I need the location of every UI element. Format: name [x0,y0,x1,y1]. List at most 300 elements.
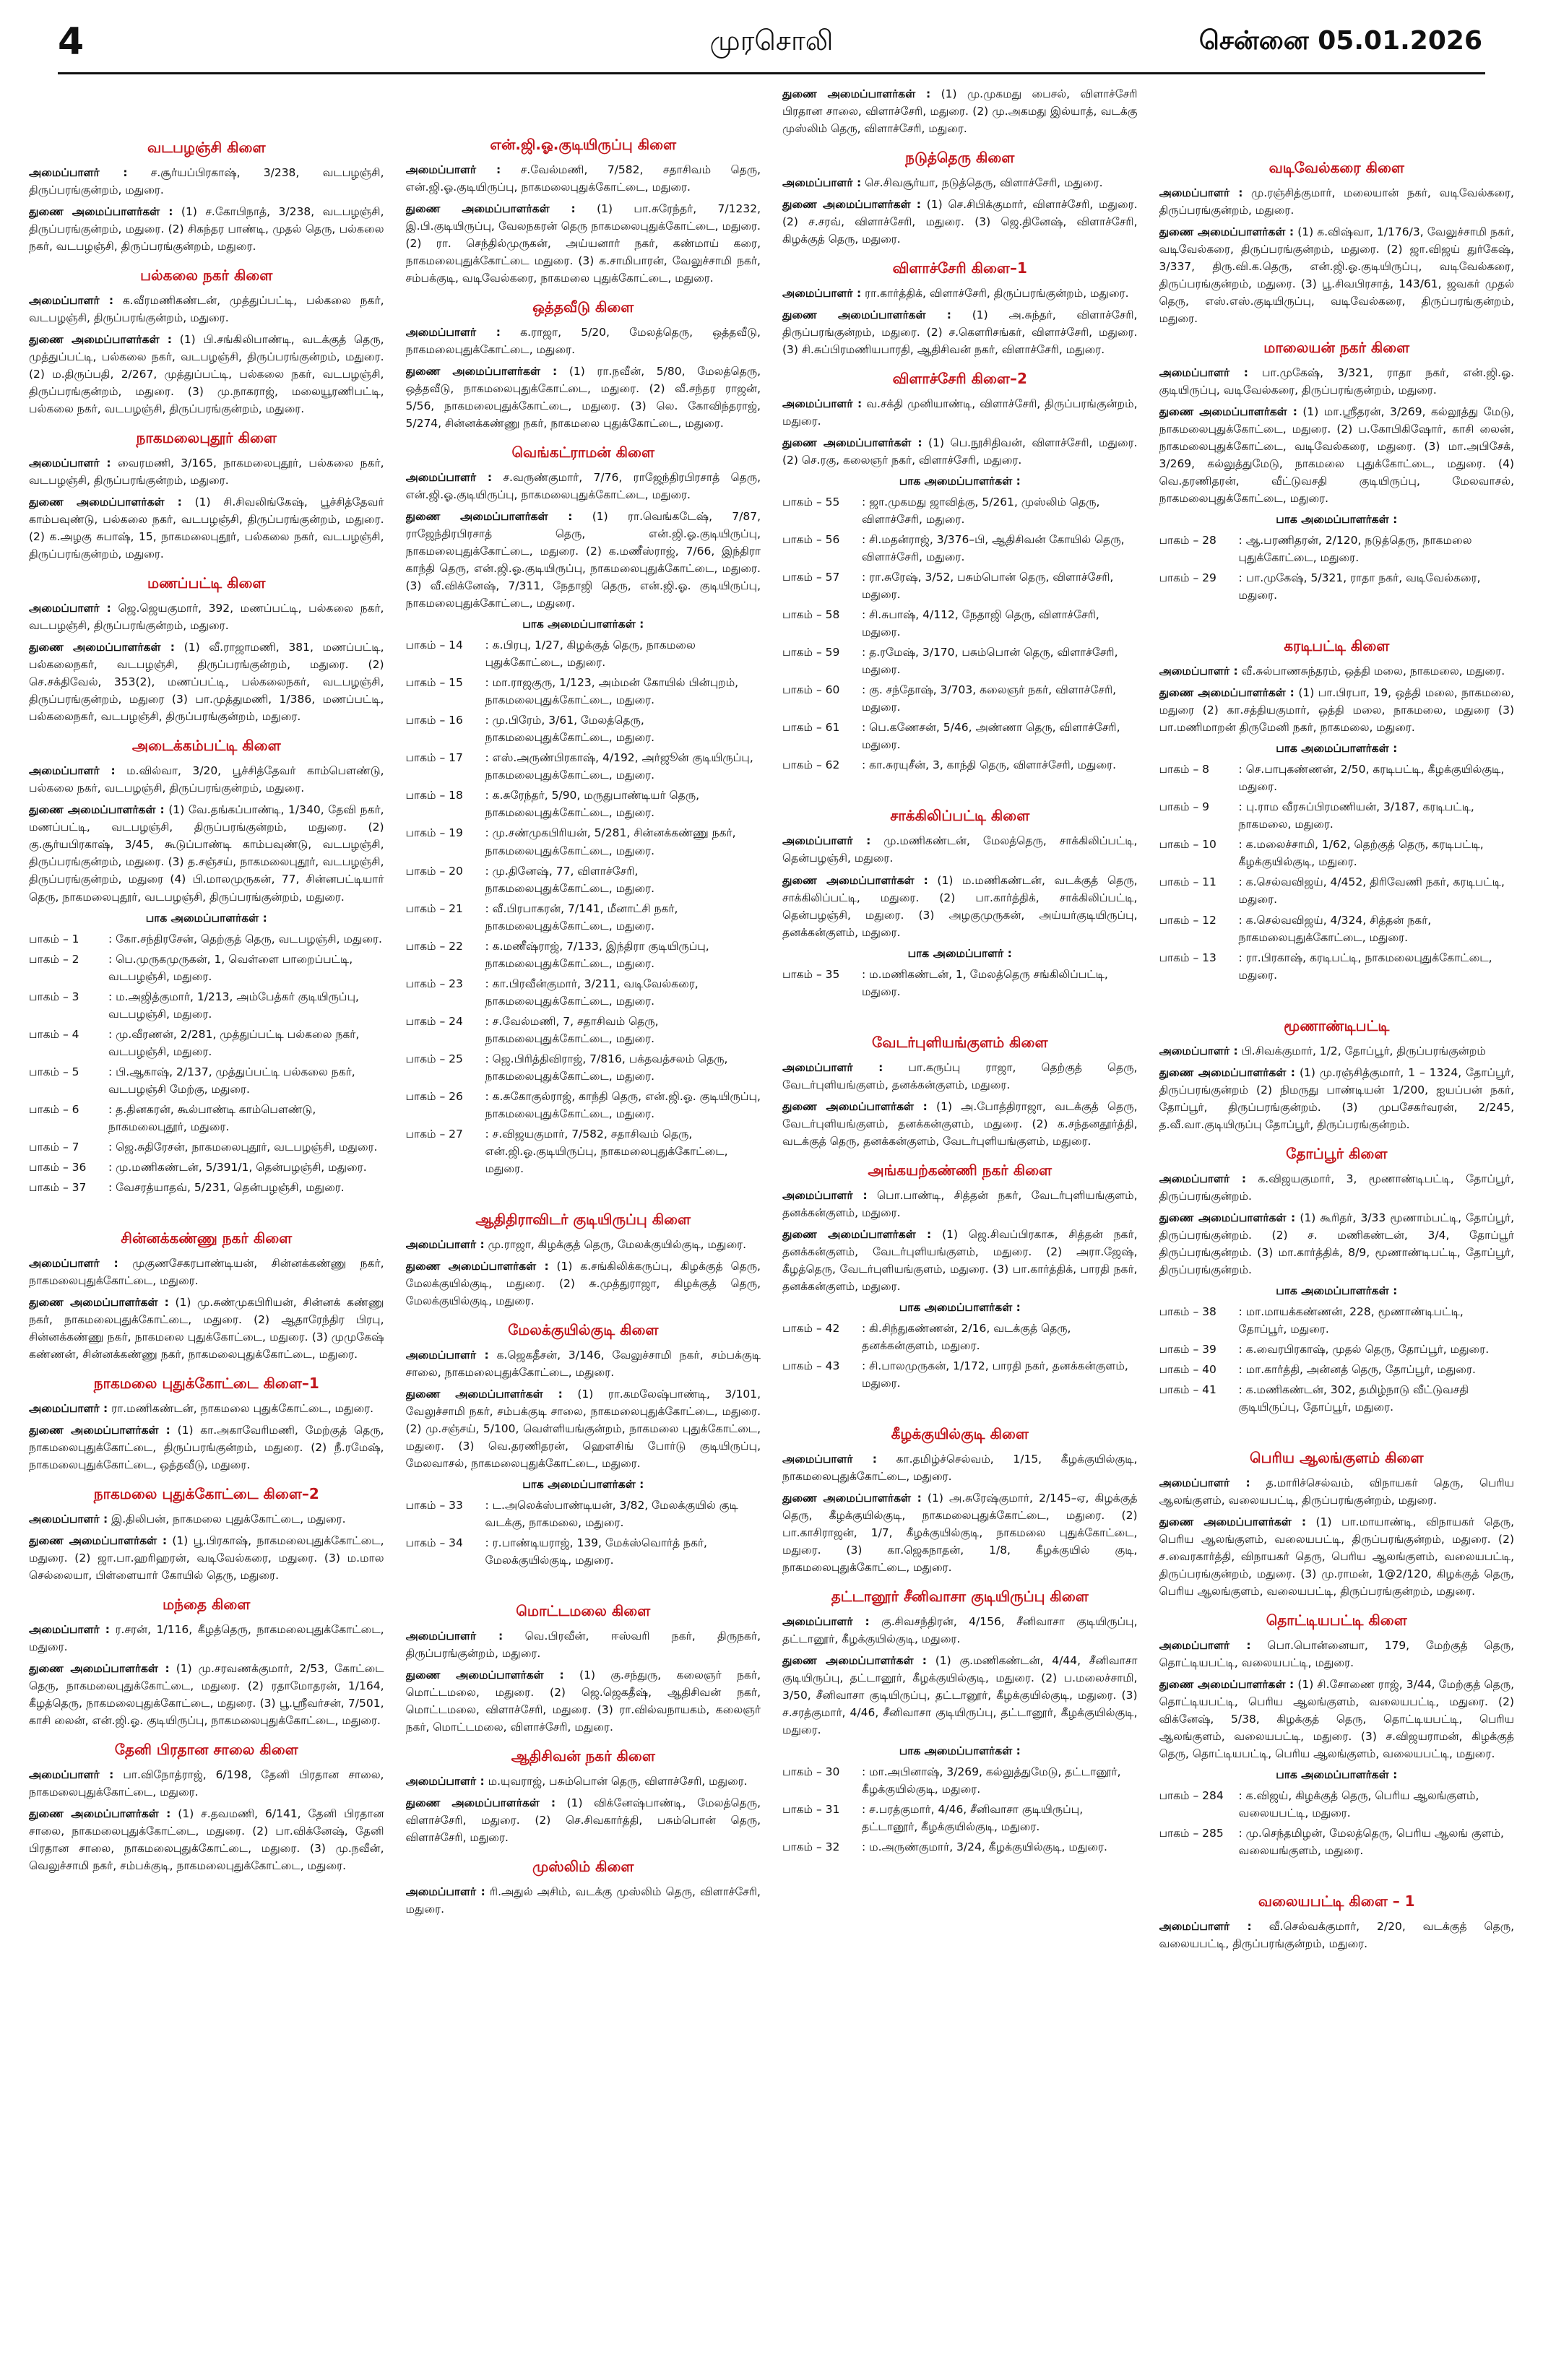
member-paragraph [1159,1918,1515,1952]
booth-organiser: : ச.வேல்மணி, 7, சதாசிவம் தெரு, நாகமலைபுதுக்கோட்டை, மதுரை. [485,1014,659,1045]
booth-organiser: : கோ.சந்திரசேன், தெற்குத் தெரு, வடபழஞ்சி, மதுரை. [108,932,382,945]
booth-row [782,1763,1138,1798]
role-label: துணை அமைப்பாளர்கள் : [782,1491,922,1505]
role-label: அமைப்பாளர் : [1159,665,1238,678]
member-details: பொ.பொன்னையா, 179, மேற்குத் தெரு, தொட்டியபட்டி, வலையபட்டி, மதுரை. [1159,1638,1514,1669]
member-details: க.ராஜா, 5/20, மேலத்தெரு, ஒத்தவீடு, நாகமலைபுதுக்கோட்டை, மதுரை. [405,326,761,357]
member-details: (1) செ.சிபிக்குமார், விளாச்சேரி, மதுரை. (2) ச.சரவ், விளாச்சேரி, மதுரை. (3) ஜெ.தினேஷ், விளாச்சேரி, கிழக்குத் தெரு, மதுரை. [782,198,1138,246]
booth-organisers-heading: பாக அமைப்பாளர்கள் : [899,1300,1021,1314]
booth-organisers-heading: பாக அமைப்பாளர்கள் : [522,618,644,631]
role-label: துணை அமைப்பாளர்கள் : [405,510,573,524]
member-paragraph [406,1666,761,1736]
booth-number: பாகம் – 60 [782,683,840,697]
booth-row [406,900,761,935]
booth-organiser: : ஜா.முகமது ஜாவித்கு, 5/261, முஸ்லிம் தெரு, விளாச்சேரி, மதுரை. [862,496,1100,527]
branch-heading: மொட்டமலை கிளை [516,1602,651,1620]
member-paragraph [782,832,1138,867]
booth-organisers-heading: பாக அமைப்பாளர்கள் : [899,1744,1021,1758]
booth-organiser: : த.தினகரன், கூல்பாண்டி காம்பௌண்டு, நாகமலைபுதூர், மதுரை. [108,1102,316,1133]
booth-organiser: : மா.ராஜகுரு, 1/123, அம்மன் கோயில் பின்புறம், நாகமலைபுதுக்கோட்டை, மதுரை. [485,676,739,707]
role-label: அமைப்பாளர் : [1159,366,1248,380]
branch-section [29,1596,384,1729]
booth-number: பாகம் – 21 [405,901,463,915]
branch-section [782,1588,1138,1856]
role-label: அமைப்பாளர் : [782,1188,868,1202]
booth-organiser: : ச.விஜயகுமார், 7/582, சதாசிவம் தெரு, என்.ஜி.ஓ.குடியிருப்பு, நாகமலைபுதுக்கோட்டை, மதுரை. [485,1127,728,1175]
member-paragraph [782,174,1138,191]
booth-organiser: : பி.ஆகாஷ், 2/137, முத்துப்பட்டி பல்கலை நகர், வடபழஞ்சி மேற்கு, மதுரை. [108,1065,355,1096]
role-label: துணை அமைப்பாளர்கள் : [782,1653,927,1667]
branch-heading: கரடிபட்டி கிளை [1284,637,1390,655]
booth-number: பாகம் – 57 [782,571,840,584]
member-paragraph [406,200,761,287]
header-rule [58,72,1485,74]
branch-section [782,149,1138,248]
booth-organiser: : க.சுகோகுல்ராஜ், காந்தி தெரு, என்.ஜி.ஓ. குடியிருப்பு, நாகமலைபுதுக்கோட்டை, மதுரை. [485,1089,761,1120]
role-label: அமைப்பாளர் : [1159,186,1243,199]
booth-row [782,1320,1138,1354]
booth-row [406,787,761,821]
branch-section [29,1229,384,1363]
branch-section [406,136,761,287]
branch-section [1159,1892,1515,1952]
booth-row [406,1050,761,1085]
booth-organisers-heading: பாக அமைப்பாளர் : [907,946,1012,960]
member-details: ஜெ.ஜெயகுமார், 392, மணப்பட்டி, பல்கலை நகர், வடபழஞ்சி, திருப்பரங்குன்றம், மதுரை. [29,602,384,633]
booth-organiser: : ம.அருண்குமார், 3/24, கீழக்குயில்குடி, மதுரை. [862,1840,1107,1854]
member-details: (1) வீ.ராஜாமணி, 381, மணப்பட்டி, பல்கலைநகர், வடபழஞ்சி, திருப்பரங்குன்றம், மதுரை. (2) செ.சக்திவேல், 353(2), மணப்பட்டி, பல்கலைநகர், வடபழஞ்சி, திருப்பரங்குன்றம், மதுரை (3) பா.முத்துமணி, 1/386, மணப்பட்டி, பல்கலைநகர், வடபழஞ்சி, திருப்பரங்குன்றம், மதுரை. [29,641,384,724]
member-details: (1) அ.சுரேஷ்குமார், 2/145–ஏ, கிழக்குத் தெரு, கீழக்குயில்குடி, நாகமலைபுதுக்கோட்டை, மதுரை. (2) பா.காசிராஜன், 1/7, கீழக்குயில்குடி, நாகமலை புதுக்கோட்டை, மதுரை. (3) கா.ஜெகநாதன், 1/8, கீழக்குயில் குடி, நாகமலைபுதுக்கோட்டை, மதுரை. [782,1491,1138,1574]
role-label: அமைப்பாளர் : [405,1348,489,1362]
branch-heading: மாலையன் நகர் கிளை [1263,339,1410,357]
role-label: அமைப்பாளர் : [405,1630,503,1643]
branch-heading: தொட்டியபட்டி கிளை [1266,1611,1407,1629]
branch-section [29,429,384,563]
member-details: ச.வருண்குமார், 7/76, ராஜேந்திரபிரசாத் தெரு, என்.ஜி.ஓ.குடியிருப்பு, நாகமலைபுதுக்கோட்டை, மதுரை. [405,471,761,502]
branch-section [29,139,384,255]
member-details: (1) பா.பிரபா, 19, ஒத்தி மலை, நாகமலை, மதுரை (2) கா.சத்தியகுமார், ஒத்தி மலை, நாகமலை, மதுரை (3) பா.மணிமாறன் திருமேனி நகர், நாகமலை, மதுரை. [1159,686,1514,735]
role-label: அமைப்பாளர் : [29,764,116,778]
booth-number: பாகம் – 36 [29,1160,87,1174]
booth-row [406,1534,761,1569]
role-label: துணை அமைப்பாளர்கள் : [29,496,182,509]
member-details: (1) அ.சுந்தர், விளாச்சேரி, திருப்பரங்குன்றம், மதுரை. (2) ச.கௌரிசங்கர், விளாச்சேரி, மதுரை. (3) சி.சுப்பிரமணியபாரதி, ஆதிசிவன் நகர், விளாச்சேரி, மதுரை. [782,308,1138,357]
role-label: அமைப்பாளர் : [782,397,863,411]
member-details: (1) பெ.நூசிதிவன், விளாச்சேரி, மதுரை. (2) செ.ரகு, கலைஞர் நகர், விளாச்சேரி, மதுரை. [782,436,1138,467]
member-details: (1) மு.ரஞ்சித்குமார், 1 – 1324, தோப்பூர், திருப்பரங்குன்றம் (2) நிமருது பாண்டியன் 1/200, ஐயப்பன் நகர், தோப்பூர், திருப்பரங்குன்றம். (3) முபசேகர்வரன், 2/245, த.வீ.வா.குடியிருப்பு தோப்பூர், திருப்பரங்குன்றம். [1159,1065,1514,1131]
booth-row [782,1801,1138,1835]
branch-heading: சின்னக்கண்ணு நகர் கிளை [121,1229,293,1247]
branch-heading: விளாச்சேரி கிளை–1 [892,259,1027,277]
member-details: வெ.பிரவீன், ஈஸ்வரி நகர், திருநகர், திருப்பரங்குன்றம், மதுரை. [405,1630,761,1661]
booth-number: பாகம் – 27 [405,1127,463,1141]
member-details: (1) ஜெ.சிவப்பிரகாசு, சித்தன் நகர், தனக்கன்குளம், வேடர்புளியங்குளம், மதுரை. (2) அரா.ஜேஷ், கீழத்தெரு, வேடர்புளியங்குளம், மதுரை. (3) பா.கார்த்திக், பாரதி நகர், தனக்கன்குளம், மதுரை. [782,1227,1138,1293]
booth-organiser: : மா.மாயக்கண்ணன், 228, மூணாண்டிபட்டி, தோப்பூர், மதுரை. [1238,1304,1464,1336]
branch-section [782,1425,1138,1576]
booth-organiser: : கி.சிந்துகண்ணன், 2/16, வடக்குத் தெரு, தனக்கன்குளம், மதுரை. [862,1321,1071,1352]
member-details: கா.தமிழ்ச்செல்வம், 1/15, கீழக்குயில்குடி, நாகமலைபுதுக்கோட்டை, மதுரை. [782,1452,1138,1483]
member-paragraph [29,1510,384,1528]
role-label: துணை அமைப்பாளர்கள் : [782,436,922,450]
booth-organiser: : வேசரத்யாதவ், 5/231, தென்பழஞ்சி, மதுரை. [108,1180,345,1194]
booth-row [29,1063,384,1098]
booth-organiser: : பெ.முருகமுருகன், 1, வெள்ளை பாறைப்பட்டி, வடபழஞ்சி, மதுரை. [108,952,353,983]
member-paragraph [406,1883,761,1918]
branch-section [782,370,1138,774]
role-label: அமைப்பாளர் : [29,1622,110,1636]
role-label: துணை அமைப்பாளர்கள் : [405,202,576,216]
member-details: (1) சி.சிவலிங்கேஷ், பூச்சித்தேவர் காம்பவுண்டு, பல்கலை நகர், வடபழஞ்சி, திருப்பரங்குன்றம், மதுரை. (2) க.அழகு சுபாஷ், 15, நாகமலைபுதூர், பல்கலை நகர், வடபழஞ்சி, திருப்பரங்குன்றம், மதுரை. [29,496,384,561]
member-paragraph [782,395,1138,430]
member-details: பா.முகேஷ், 3/321, ராதா நகர், என்.ஜி.ஓ. குடியிருப்பு, வடிவேல்கரை, திருப்பரங்குன்றம், மதுரை. [1159,366,1514,397]
role-label: துணை அமைப்பாளர்கள் : [29,205,173,219]
member-paragraph [782,306,1138,358]
booth-number: பாகம் – 39 [1159,1342,1216,1356]
booth-number: பாகம் – 61 [782,721,840,735]
member-details: பொ.பாண்டி, சித்தன் நகர், வேடர்புளியங்குளம், தனக்கன்குளம், மதுரை. [782,1188,1138,1219]
role-label: அமைப்பாளர் : [29,166,128,179]
role-label: துணை அமைப்பாளர்கள் : [1159,1515,1307,1528]
column-2 [406,85,761,2371]
booth-row [782,606,1138,641]
booth-row [782,756,1138,774]
booth-organiser: : க.மணிகண்டன், 302, தமிழ்நாடு வீட்டுவசதி குடியிருப்பு, தோப்பூர், மதுரை. [1238,1382,1469,1414]
member-paragraph [782,1098,1138,1150]
booth-number: பாகம் – 3 [29,990,79,1003]
member-paragraph [1159,184,1515,219]
booth-organiser: : ம.மணிகண்டன், 1, மேலத்தெரு சங்கிலிப்பட்டி, மதுரை. [862,967,1108,998]
booth-organiser: : க.வைரபிரகாஷ், முதல் தெரு, தோப்பூர், மதுரை. [1238,1342,1490,1356]
booth-organiser: : ரா.சுரேஷ், 3/52, பசும்பொன் தெரு, விளாச்சேரி, மதுரை. [862,571,1114,602]
member-paragraph [406,1346,761,1381]
member-details: (1) பி.சங்கிலிபாண்டி, வடக்குத் தெரு, முத்துப்பட்டி, பல்கலை நகர், வடபழஞ்சி, திருப்பரங்குன்றம், மதுரை. (2) ம.திருப்பதி, 2/267, முத்துப்பட்டி, பல்கலை நகர், வடபழஞ்சி, திருப்பரங்குன்றம், மதுரை. (3) மு.நாகராஜ், மலையூரணிபட்டி, பல்கலை நகர், வடபழஞ்சி, திருப்பரங்குன்றம், மதுரை. [29,333,384,416]
booth-organiser: : கா.பிரவீன்குமார், 3/211, வடிவேல்கரை, நாகமலைபுதுக்கோட்டை, மதுரை. [485,977,699,1008]
member-details: ச.சூர்யப்பிரகாஷ், 3/238, வடபழஞ்சி, திருப்பரங்குன்றம், மதுரை. [29,166,384,197]
member-details: (1) மு.சுண்முகபிரியன், சின்னக் கண்ணு நகர், நாகமலைபுதுக்கோட்டை, மதுரை. (2) ஆதாரேந்திர பிரபு, சின்னக்கண்ணு நகர், நாகமலை புதுக்கோட்டை, மதுரை. (3) முமுகேஷ் கண்ணன், சின்னக்கண்ணு நகர், நாகமலைபுதுக்கோட்டை, மதுரை. [29,1295,384,1361]
member-paragraph [782,196,1138,248]
booth-organiser: : ஜெ.பிரித்திவிராஜ், 7/816, பக்தவத்சலம் தெரு, நாகமலைபுதுக்கோட்டை, மதுரை. [485,1052,728,1083]
branch-section [406,443,761,1177]
branch-section [406,1858,761,1918]
member-details: (1) பூ.பிரகாஷ், நாகமலைபுதுக்கோட்டை, மதுரை. (2) ஜா.பா.ஹரிஹரன், வடிவேல்கரை, மதுரை. (3) ம.மால செல்லையா, பிள்ளையார் கோயில் தெரு, மதுரை. [29,1533,384,1582]
branch-heading: கீழக்குயில்குடி கிளை [891,1424,1029,1442]
booth-organiser: : மு.தினேஷ், 77, விளாச்சேரி, நாகமலைபுதுக்கோட்டை, மதுரை. [485,864,655,895]
booth-number: பாகம் – 35 [782,967,840,981]
branch-heading: அடைக்கம்பட்டி கிளை [131,737,281,755]
member-details: (1) க.விஷ்வா, 1/176/3, வேலுச்சாமி நகர், வடிவேல்கரை, திருப்பரங்குன்றம், மதுரை. (2) ஜா.விஜய் துர்கேஷ், 3/337, திரு.வி.க.தெரு, என்.ஜி.ஓ.குடியிருப்பு, வடிவேல்கரை, திருப்பரங்குன்றம், மதுரை. (3) பூ.சிவபிரசாத், 143/61, ஜவகர் முதல் தெரு, எஸ்.எஸ்.குடியிருப்பு, வடிவேல்கரை, திருப்பரங்குன்றம், மதுரை. [1159,225,1514,326]
branch-heading: நாகமலைபுதூர் கிளை [136,429,277,447]
booth-organiser: : ச.பரத்குமார், 4/46, சீனிவாசா குடியிருப்பு, தட்டானூர், கீழக்குயில்குடி, மதுரை. [862,1803,1084,1834]
booth-number: பாகம் – 58 [782,608,840,622]
branch-section [782,85,1138,137]
booth-number: பாகம் – 10 [1159,838,1216,852]
member-details: ம.வில்வா, 3/20, பூச்சித்தேவர் காம்பௌண்டு, பல்கலை நகர், வடபழஞ்சி, திருப்பரங்குன்றம், மதுரை. [29,764,384,795]
booth-row [29,1159,384,1176]
booth-row [29,1101,384,1135]
booth-row [1159,1303,1515,1338]
booth-organiser: : ஜெ.சுதிரேசன், நாகமலைபுதூர், வடபழஞ்சி, மதுரை. [108,1140,378,1154]
booth-row [29,1179,384,1196]
booth-organiser: : க.மணீஷ்ராஜ், 7/133, இந்திரா குடியிருப்பு, நாகமலைபுதுக்கோட்டை, மதுரை. [485,939,709,970]
branch-heading: மேலக்குயில்குடி கிளை [508,1320,659,1338]
member-paragraph [406,508,761,612]
role-label: அமைப்பாளர் : [405,471,493,485]
booth-organisers-heading: பாக அமைப்பாளர்கள் : [899,475,1021,488]
booth-organiser: : சி.பாலமுருகன், 1/172, பாரதி நகர், தனக்கன்குளம், மதுரை. [862,1359,1128,1390]
member-details: மு.மணிகண்டன், மேலத்தெரு, சாக்கிலிப்பட்டி, தென்பழஞ்சி, மதுரை. [782,834,1138,865]
role-label: துணை அமைப்பாளர்கள் : [29,1423,170,1437]
booth-organiser: : க.செல்வவிஜய், 4/324, சித்தன் நகர், நாகமலைபுதுக்கோட்டை, மதுரை. [1238,913,1432,944]
booth-row [29,1026,384,1060]
member-details: (1) ச.கோபிநாத், 3/238, வடபழஞ்சி, திருப்பரங்குன்றம், மதுரை. (2) சிகந்தர பாண்டி, முதல் தெரு, பல்கலை நகர், வடபழஞ்சி, திருப்பரங்குன்றம், மதுரை. [29,205,384,254]
branch-section [29,1375,384,1474]
booth-organisers-heading: பாக அமைப்பாளர்கள் : [522,1477,644,1491]
masthead [29,0,1514,72]
booth-organiser: : வீ.பிரபாகரன், 7/141, மீனாட்சி நகர், நாகமலைபுதுக்கோட்டை, மதுரை. [485,901,678,932]
booth-number: பாகம் – 31 [782,1803,840,1817]
booth-row [1159,569,1515,604]
booth-organiser: : மு.மணிகண்டன், 5/391/1, தென்பழஞ்சி, மதுரை. [108,1160,367,1174]
booth-number: பாகம் – 28 [1159,534,1216,548]
booth-number: பாகம் – 22 [405,939,463,953]
booth-row [1159,873,1515,908]
member-details: (1) ரா.கமலேஷ்பாண்டி, 3/101, வேலுச்சாமி நகர், சம்பக்குடி சாலை, நாகமலைபுதுக்கோட்டை, மதுரை. (2) மு.சஞ்சய், 5/100, வெள்ளியங்குன்றம், நாகமலை புதுக்கோட்டை, மதுரை. (3) வெ.தரணிதரன், ஹௌசிங் போர்டு குடியிருப்பு, மேலவாசல், நாகமலைபுதுக்கோட்டை, மதுரை. [405,1387,761,1470]
member-details: க.ஜெகதீசன், 3/146, வேலுச்சாமி நகர், சம்பக்குடி சாலை, நாகமலைபுதுக்கோட்டை, மதுரை. [405,1348,761,1379]
booth-number: பாகம் – 6 [29,1102,79,1116]
member-details: (1) க.சங்கிலிக்கருப்பு, கிழக்குத் தெரு, மேலக்குயில்குடி, மதுரை. (2) சு.முத்துராஜா, கிழக்குத் தெரு, மேலக்குயில்குடி, மதுரை. [405,1259,761,1307]
branch-heading: முஸ்லிம் கிளை [532,1858,634,1876]
booth-number: பாகம் – 2 [29,952,79,966]
booth-row [782,568,1138,603]
booth-row [1159,761,1515,795]
member-details: (1) கு.மணிகண்டன், 4/44, சீனிவாசா குடியிருப்பு, தட்டானூர், கீழக்குயில்குடி, மதுரை. (2) ப.மலைச்சாமி, 3/50, சீனிவாசா குடியிருப்பு, தட்டானூர், கீழக்குயில்குடி, மதுரை. (3) ச.சரத்குமார், 4/46, சீனிவாசா குடியிருப்பு, தட்டானூர், கீழக்குயில்குடி, மதுரை. [782,1653,1138,1737]
branch-heading: என்.ஜி.ஓ.குடியிருப்பு கிளை [490,136,677,153]
role-label: அமைப்பாளர் : [1159,1638,1251,1652]
booth-organiser: : க.பிரபு, 1/27, கிழக்குத் தெரு, நாகமலை புதுக்கோட்டை, மதுரை. [485,639,696,670]
branch-section [1159,159,1515,327]
booth-row [29,930,384,948]
member-paragraph [406,363,761,432]
booth-number: பாகம் – 285 [1159,1827,1224,1840]
member-details: க.விஜயகுமார், 3, மூணாண்டிபட்டி, தோப்பூர், திருப்பரங்குன்றம். [1159,1172,1514,1203]
booth-number: பாகம் – 15 [405,676,463,690]
branch-heading: பெரிய ஆலங்குளம் கிளை [1250,1448,1424,1466]
booth-number: பாகம் – 41 [1159,1382,1216,1396]
member-paragraph [782,1187,1138,1221]
member-paragraph [29,331,384,417]
booth-number: பாகம் – 9 [1159,800,1209,814]
member-paragraph [782,1059,1138,1094]
booth-row [406,975,761,1010]
branch-section [406,1321,761,1569]
member-paragraph [29,1294,384,1363]
member-details: (1) வே.தங்கப்பாண்டி, 1/340, தேவி நகர், மணப்பட்டி, வடபழஞ்சி, திருப்பரங்குன்றம், மதுரை. (2) கு.சூர்யபிரகாஷ், 3/45, கூடுப்பாண்டி காம்பவுண்டு, வடபழஞ்சி, திருப்பரங்குன்றம், மதுரை. (3) த.சஞ்சய், நாகமலைபுதூர், வடபழஞ்சி, திருப்பரங்குன்றம், மதுரை (4) பி.மாலமுருகன், 77, சின்னபட்டியார் தெரு, நாகமலைபுதூர், வடபழஞ்சி, திருப்பரங்குன்றம், மதுரை. [29,803,384,904]
branch-heading: மந்தை கிளை [163,1595,251,1613]
member-details: மு.ரஞ்சித்குமார், மலையான் நகர், வடிவேல்கரை, திருப்பரங்குன்றம், மதுரை. [1159,186,1514,217]
branch-section [406,298,761,432]
booth-number: பாகம் – 16 [405,714,463,727]
booth-number: பாகம் – 43 [782,1359,840,1372]
booth-organiser: : த.ரமேஷ், 3/170, பசும்பொன் தெரு, விளாச்சேரி, மதுரை. [862,646,1118,677]
member-paragraph [782,1652,1138,1739]
booth-row [29,1138,384,1156]
role-label: அமைப்பாளர் : [29,294,114,308]
booth-row [1159,532,1515,566]
member-details: (1) ரா.நவீன், 5/80, மேலத்தெரு, ஒத்தவீடு, நாகமலைபுதுக்கோட்டை, மதுரை. (2) வீ.சந்தர ராஜன், 5/56, நாகமலைபுதுக்கோட்டை, மதுரை. (3) லெ. கோவிந்தராஜ், 5/274, சின்னக்கண்ணு நகர், நாகமலை புதுக்கோட்டை, மதுரை. [405,365,761,430]
member-details: (1) விக்னேஷ்பாண்டி, மேலத்தெரு, விளாச்சேரி, மதுரை. (2) செ.சிவகார்த்தி, பசும்பொன் தெரு, விளாச்சேரி, மதுரை. [405,1796,761,1845]
branch-heading: ஆதிதிராவிடர் குடியிருப்பு கிளை [475,1210,691,1228]
role-label: அமைப்பாளர் : [29,1256,118,1270]
booth-number: பாகம் – 14 [405,639,463,652]
booth-row [406,1497,761,1531]
member-details: பா.கருப்பு ராஜா, தெற்குத் தெரு, வேடர்புளியங்குளம், தனக்கன்குளம், மதுரை. [782,1060,1138,1091]
column-4 [1159,85,1515,2371]
member-details: ச.வேல்மணி, 7/582, சதாசிவம் தெரு, என்.ஜி.ஓ.குடியிருப்பு, நாகமலைபுதுக்கோட்டை, மதுரை. [405,163,761,194]
member-paragraph [29,762,384,797]
member-paragraph [29,164,384,199]
booth-row [406,938,761,972]
booth-number: பாகம் – 1 [29,932,79,945]
booth-organiser: : சி.மதன்ராஜ், 3/376–பி, ஆதிசிவன் கோயில் தெரு, விளாச்சேரி, மதுரை. [862,533,1125,564]
role-label: துணை அமைப்பாளர்கள் : [29,1661,170,1675]
member-details: ர.சரன், 1/116, கீழத்தெரு, நாகமலைபுதுக்கோட்டை, மதுரை. [29,1622,384,1653]
member-paragraph [406,1794,761,1846]
branch-section [782,1161,1138,1392]
branch-heading: ஆதிசிவன் நகர் கிளை [511,1747,655,1765]
role-label: துணை அமைப்பாளர்கள் : [29,641,175,654]
role-label: அமைப்பாளர் : [405,163,501,176]
member-paragraph [1159,1676,1515,1762]
branch-heading: சாக்கிலிப்பட்டி கிளை [890,807,1030,825]
booth-organiser: : க.செல்வவிஜய், 4/452, திரிவேணி நகர், கரடிபட்டி, மதுரை. [1238,875,1505,906]
booth-number: பாகம் – 59 [782,646,840,659]
booth-number: பாகம் – 34 [405,1536,463,1549]
booth-row [406,636,761,671]
booth-number: பாகம் – 32 [782,1840,840,1854]
member-paragraph [782,285,1138,302]
branch-heading: வடிவேல்கரை கிளை [1268,159,1404,176]
branch-section [29,574,384,725]
booth-number: பாகம் – 284 [1159,1789,1224,1803]
member-paragraph [29,1621,384,1656]
role-label: அமைப்பாளர் : [29,602,111,615]
booth-organiser: : செ.பாபுகண்ணன், 2/50, கரடிபட்டி, கீழக்குயில்குடி, மதுரை. [1238,763,1505,794]
member-paragraph [1159,1042,1515,1060]
booth-row [782,531,1138,566]
booth-number: பாகம் – 26 [405,1089,463,1103]
booth-number: பாகம் – 11 [1159,875,1216,889]
booth-organiser: : பு.ராம வீரசுப்பிரமணியன், 3/187, கரடிபட்டி, நாகமலை, மதுரை. [1238,800,1474,831]
branch-section [406,1747,761,1846]
booth-number: பாகம் – 25 [405,1052,463,1065]
booth-number: பாகம் – 30 [782,1765,840,1779]
booth-number: பாகம் – 29 [1159,571,1216,585]
booth-row [406,711,761,746]
role-label: துணை அமைப்பாளர்கள் : [405,365,558,378]
booth-organiser: : ம.அஜித்குமார், 1/213, அம்பேத்கர் குடியிருப்பு, வடபழஞ்சி, மதுரை. [108,990,359,1021]
member-paragraph [1159,662,1515,680]
booth-number: பாகம் – 55 [782,496,840,509]
role-label: துணை அமைப்பாளர்கள் : [29,333,172,347]
branch-heading: விளாச்சேரி கிளை–2 [892,370,1027,388]
member-paragraph [406,161,761,196]
booth-row [1159,1341,1515,1358]
member-details: (1) பா.மாயாண்டி, விநாயகர் தெரு, பெரிய ஆலங்குளம், வலையபட்டி, திருப்பரங்குன்றம், மதுரை. (2) ச.வைரகார்த்தி, விநாயகர் தெரு, பெரிய ஆலங்குளம், வலையபட்டி, திருப்பரங்குன்றம், மதுரை. (3) மு.ராமன், 1@2/120, கிழக்குத் தெரு, பெரிய ஆலங்குளம், வலையபட்டி, திருப்பரங்குன்றம், மதுரை. [1159,1515,1514,1598]
role-label: துணை அமைப்பாளர்கள் : [405,1259,549,1273]
member-details: வ.சக்தி முனியாண்டி, விளாச்சேரி, திருப்பரங்குன்றம், மதுரை. [782,397,1138,428]
booth-organisers-heading: பாக அமைப்பாளர்கள் : [1276,1284,1398,1297]
member-details: முகுணசேகரபாண்டியன், சின்னக்கண்ணு நகர், நாகமலைபுதுக்கோட்டை, மதுரை. [29,1256,384,1287]
role-label: துணை அமைப்பாளர்கள் : [782,308,951,322]
member-details: இ.திலிபன், நாகமலை புதுக்கோட்டை, மதுரை. [108,1512,346,1526]
booth-row [406,1088,761,1122]
role-label: துணை அமைப்பாளர்கள் : [29,1295,169,1309]
member-paragraph [406,1258,761,1310]
columns [29,85,1514,2371]
member-paragraph [29,1805,384,1874]
branch-section [1159,1449,1515,1600]
branch-heading: பல்கலை நகர் கிளை [140,267,273,285]
role-label: அமைப்பாளர் : [405,1775,485,1788]
booth-number: பாகம் – 13 [1159,951,1216,964]
booth-number: பாகம் – 17 [405,751,463,765]
booth-number: பாகம் – 19 [405,826,463,840]
branch-section [1159,1017,1515,1133]
member-paragraph [1159,403,1515,507]
booth-number: பாகம் – 33 [405,1498,463,1512]
branch-heading: வடபழஞ்சி கிளை [147,139,266,156]
member-paragraph [29,1532,384,1584]
member-details: ரி.அதுல் அசிம், வடக்கு முஸ்லிம் தெரு, விளாச்சேரி, மதுரை. [405,1885,761,1916]
branch-section [406,1602,761,1736]
member-paragraph [782,1613,1138,1648]
member-paragraph [406,1773,761,1790]
booth-organiser: : மா.அபினாஷ், 3/269, கல்லுத்துமேடு, தட்டானூர், கீழக்குயில்குடி, மதுரை. [862,1765,1121,1796]
member-paragraph [29,1255,384,1289]
branch-heading: மணப்பட்டி கிளை [147,574,266,592]
role-label: அமைப்பாளர் : [29,1401,108,1415]
booth-organiser: : ட.அலெக்ஸ்பாண்டியன், 3/82, மேலக்குயில் குடி வடக்கு, நாகமலை, மதுரை. [485,1498,738,1529]
branch-heading: மூணாண்டிபட்டி [1284,1016,1390,1034]
role-label: அமைப்பாளர் : [1159,1044,1238,1057]
booth-number: பாகம் – 5 [29,1065,79,1078]
member-paragraph [1159,1474,1515,1509]
booth-number: பாகம் – 7 [29,1140,79,1154]
booth-number: பாகம் – 38 [1159,1304,1216,1318]
branch-heading: நடுத்தெரு கிளை [905,149,1015,167]
branch-heading: வெங்கட்ராமன் கிளை [511,443,655,462]
member-paragraph [29,639,384,725]
role-label: அமைப்பாளர் : [405,1885,485,1899]
member-paragraph [1159,1064,1515,1133]
member-details: வைரமணி, 3/165, நாகமலைபுதூர், பல்கலை நகர், வடபழஞ்சி, திருப்பரங்குன்றம், மதுரை. [29,456,384,488]
booth-organiser: : கு. சந்தோஷ், 3/703, கலைஞர் நகர், விளாச்சேரி, மதுரை. [862,683,1117,714]
member-paragraph [782,1450,1138,1485]
branch-section [29,1485,384,1584]
booth-number: பாகம் – 62 [782,758,840,772]
member-paragraph [29,454,384,489]
booth-row [1159,912,1515,946]
branch-section [1159,1145,1515,1416]
member-paragraph [29,493,384,563]
member-paragraph [29,1421,384,1474]
member-paragraph [406,1236,761,1253]
member-paragraph [1159,1637,1515,1671]
member-details: வீ.சுல்பாணசுந்தரம், ஒத்தி மலை, நாகமலை, மதுரை. [1237,665,1505,678]
member-paragraph [1159,1513,1515,1600]
booth-organisers-heading: பாக அமைப்பாளர்கள் : [145,911,267,925]
member-details: (1) ச.தவமணி, 6/141, தேனி பிரதான சாலை, நாகமலைபுதுக்கோட்டை, மதுரை. (2) பா.விக்னேஷ், தேனி பிரதான சாலை, நாகமலைபுதுக்கோட்டை, மதுரை. (3) மு.நவீன், வெலுச்சாமி நகர், சம்பக்குடி, நாகமலைபுதுக்கோட்டை, மதுரை. [29,1807,384,1873]
